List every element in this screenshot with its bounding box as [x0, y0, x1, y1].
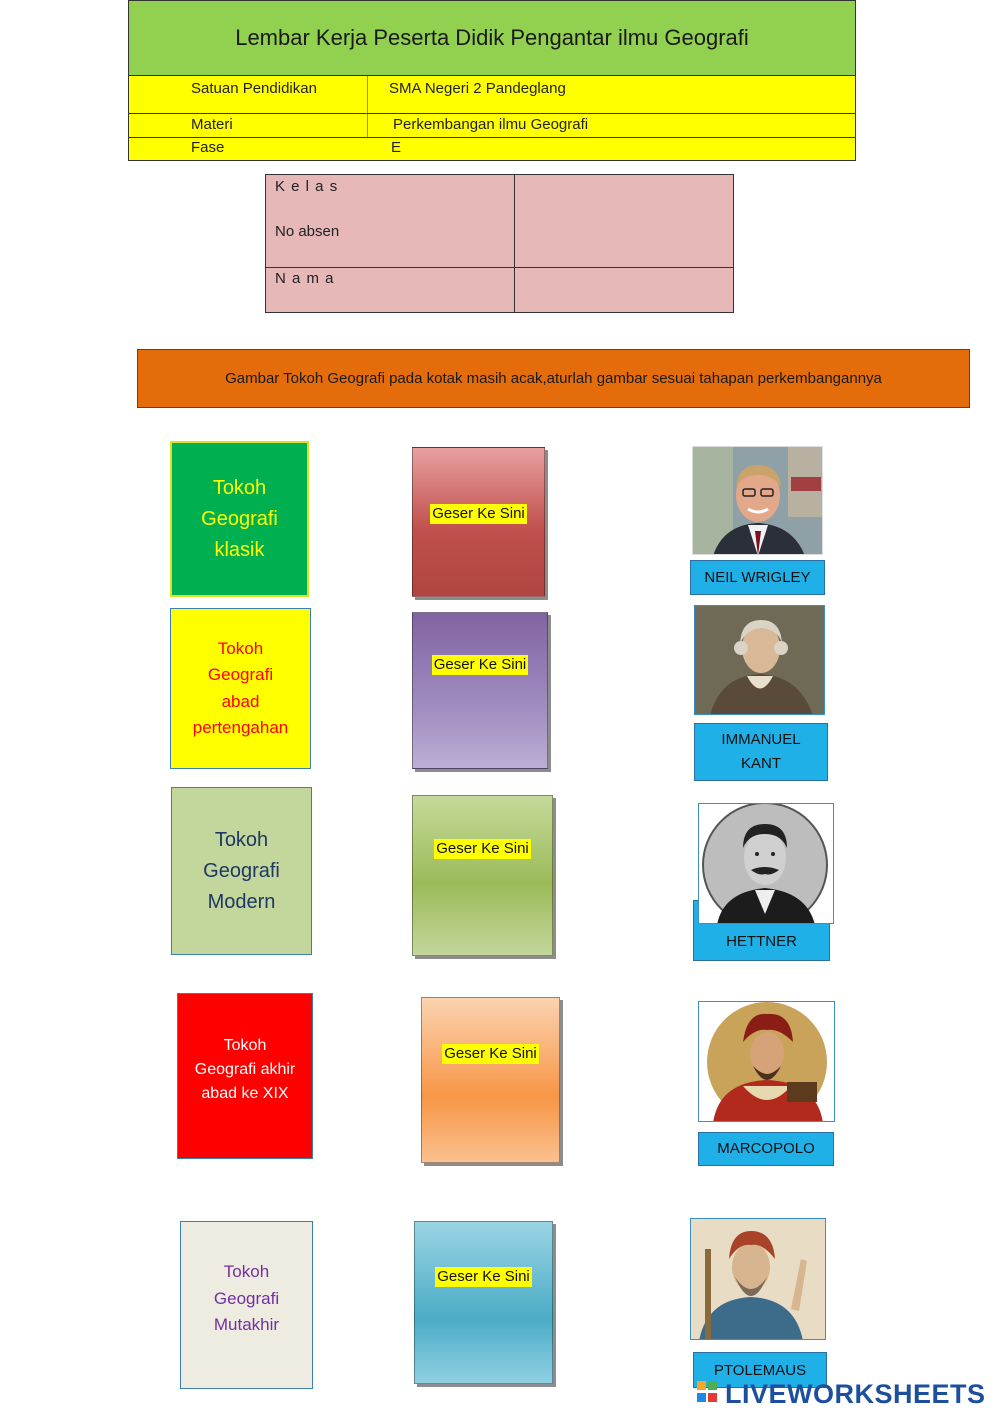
category-line: Geografi akhir: [194, 1061, 296, 1078]
header-label-fase: Fase: [191, 139, 225, 156]
category-line: Geografi: [201, 507, 278, 530]
category-middle-ages: [170, 608, 311, 769]
drop-zone-5[interactable]: [414, 1221, 553, 1384]
name-label: HETTNER: [726, 933, 797, 950]
name-label: PTOLEMAUS: [713, 1362, 807, 1379]
category-line: Tokoh: [217, 638, 264, 658]
category-contemporary: [180, 1221, 313, 1389]
header-divider: [367, 114, 368, 137]
category-line: Modern: [207, 890, 276, 913]
header-row-materi: [128, 114, 856, 138]
header-label-school: Satuan Pendidikan: [191, 80, 317, 97]
drop-zone-label: Geser Ke Sini: [436, 840, 529, 857]
header-value-materi: Perkembangan ilmu Geografi: [393, 116, 589, 133]
category-line: abad: [221, 691, 260, 711]
header-divider: [367, 76, 368, 113]
portrait-neil-wrigley[interactable]: [692, 446, 823, 555]
portrait-marcopolo-image: [699, 1002, 835, 1122]
category-line: Mutakhir: [213, 1315, 280, 1334]
watermark-text: LIVEWORKSHEETS: [725, 1378, 986, 1409]
name-card-immanuel-kant[interactable]: [694, 723, 828, 781]
drop-zone-3[interactable]: [412, 795, 553, 956]
drop-zone-label: Geser Ke Sini: [432, 505, 525, 522]
name-card-marcopolo[interactable]: [698, 1132, 834, 1166]
category-classical: [170, 441, 309, 597]
name-label: IMMANUEL: [721, 731, 801, 748]
header-row-fase: [128, 138, 856, 161]
drop-zone-label: Geser Ke Sini: [444, 1045, 537, 1062]
header-label-materi: Materi: [191, 116, 233, 133]
portrait-ptolemaus-image: [691, 1219, 826, 1340]
category-line: Geografi: [213, 1288, 280, 1308]
name-label: NEIL WRIGLEY: [704, 568, 811, 586]
header-value-fase: E: [391, 139, 402, 156]
portrait-ptolemaus[interactable]: [690, 1218, 826, 1340]
liveworksheets-watermark: [697, 1376, 986, 1412]
drop-zone-2[interactable]: [412, 612, 548, 769]
category-line: abad ke XIX: [201, 1085, 289, 1102]
instruction-banner: Gambar Tokoh Geografi pada kotak masih acak,aturlah gambar sesuai tahapan perkembangannya: [137, 349, 970, 408]
portrait-immanuel-kant-image: [695, 606, 825, 715]
portrait-immanuel-kant[interactable]: [694, 605, 825, 715]
kelas-label: K e l a s: [275, 178, 339, 195]
portrait-marcopolo[interactable]: [698, 1001, 835, 1122]
portrait-hettner[interactable]: [698, 803, 834, 924]
portrait-neil-wrigley-image: [693, 447, 823, 555]
drop-zone-label: Geser Ke Sini: [437, 1268, 530, 1285]
name-label: KANT: [740, 755, 781, 772]
category-line: Tokoh: [214, 828, 269, 851]
nama-field[interactable]: [515, 268, 733, 312]
portrait-hettner-image: [699, 804, 834, 924]
category-line: klasik: [214, 538, 265, 561]
category-modern: [171, 787, 312, 955]
category-line: pertengahan: [192, 718, 289, 737]
name-label: MARCOPOLO: [717, 1140, 815, 1157]
nama-label: N a m a: [275, 270, 335, 287]
category-line: Geografi: [203, 859, 280, 882]
student-info-table: [265, 174, 734, 313]
liveworksheets-logo-icon: [697, 1379, 719, 1409]
drop-zone-label: Geser Ke Sini: [433, 656, 527, 673]
worksheet-title: Lembar Kerja Peserta Didik Pengantar ilmu Geografi: [128, 0, 856, 76]
header-value-school: SMA Negeri 2 Pandeglang: [389, 80, 566, 97]
absen-label: No absen: [275, 223, 340, 240]
name-card-neil-wrigley[interactable]: [690, 560, 825, 595]
category-late-19th-century: [177, 993, 313, 1159]
category-line: Geografi: [207, 665, 274, 684]
kelas-absen-field[interactable]: [515, 175, 733, 267]
category-line: Tokoh: [223, 1262, 270, 1281]
category-line: Tokoh: [212, 476, 267, 499]
header-row-school: [128, 76, 856, 114]
drop-zone-1[interactable]: [412, 447, 545, 597]
drop-zone-4[interactable]: [421, 997, 560, 1163]
category-line: Tokoh: [223, 1037, 267, 1054]
